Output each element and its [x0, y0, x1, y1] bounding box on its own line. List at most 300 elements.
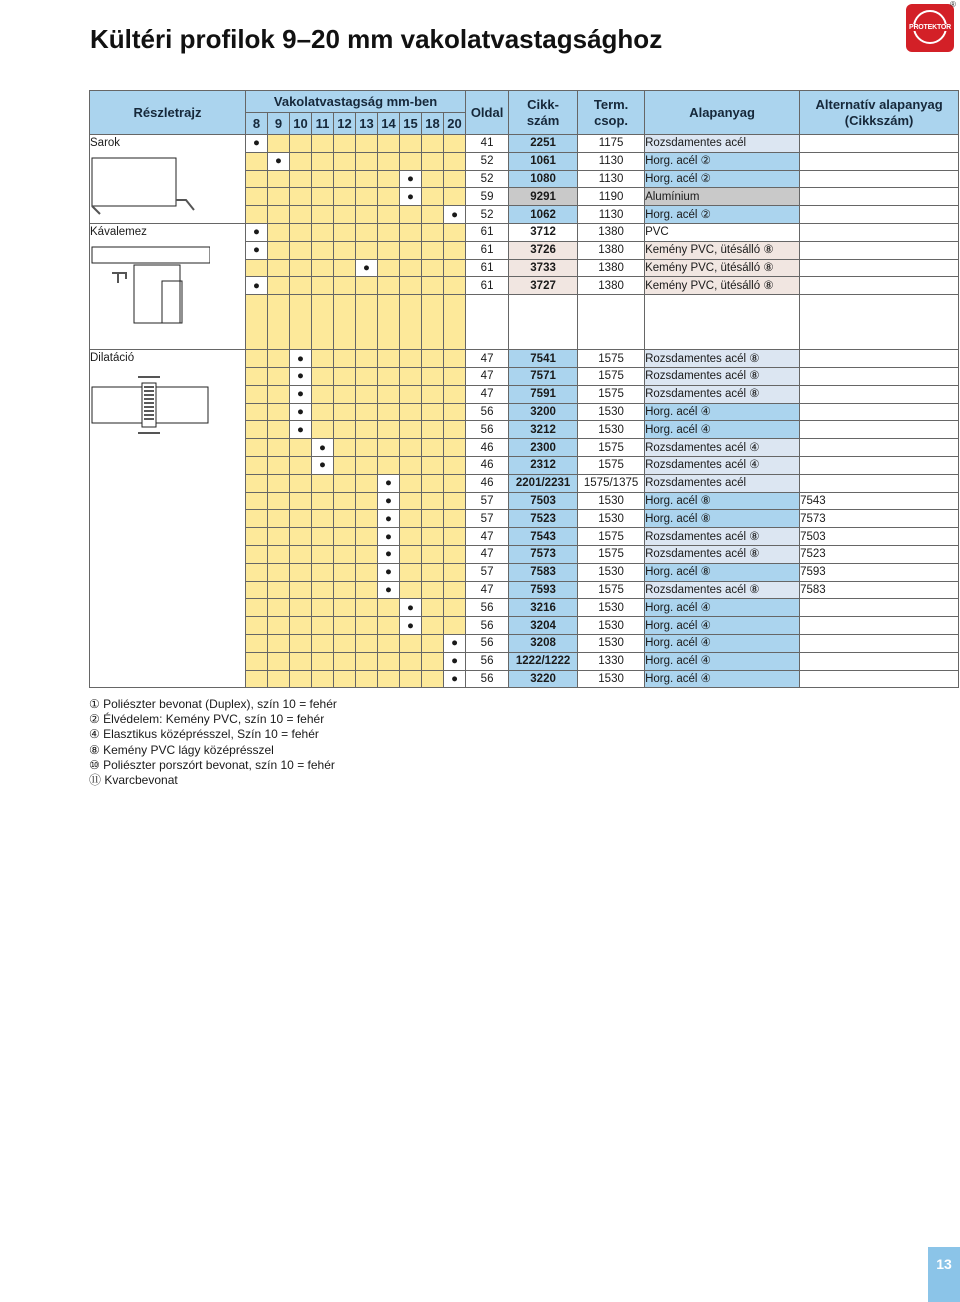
mm-cell	[268, 259, 290, 277]
dot-marker: ●	[378, 563, 400, 581]
mm-cell	[444, 474, 466, 492]
term-cell: 1130	[578, 152, 645, 170]
alternativ-cell	[800, 403, 959, 421]
dot-marker: ●	[312, 439, 334, 457]
term-cell: 1530	[578, 421, 645, 439]
mm-cell	[290, 223, 312, 241]
spacer-mm-cell	[400, 295, 422, 350]
mm-cell	[444, 581, 466, 599]
mm-cell	[400, 241, 422, 259]
mm-cell	[356, 277, 378, 295]
footnotes	[89, 697, 337, 788]
cikkszam-cell: 2201/2231	[509, 474, 578, 492]
logo-text: PROTEKTOR	[906, 24, 954, 31]
alternativ-cell	[800, 439, 959, 457]
mm-cell	[378, 206, 400, 224]
dot-marker: ●	[246, 277, 268, 295]
oldal-cell: 46	[466, 456, 509, 474]
cikkszam-cell: 7523	[509, 510, 578, 528]
mm-cell	[400, 474, 422, 492]
mm-cell	[444, 135, 466, 153]
header-vakolat: Vakolatvastagság mm-ben	[246, 91, 466, 113]
mm-cell	[422, 528, 444, 546]
mm-cell	[422, 492, 444, 510]
mm-cell	[378, 421, 400, 439]
mm-cell	[356, 563, 378, 581]
mm-cell	[312, 188, 334, 206]
mm-cell	[334, 241, 356, 259]
mm-cell	[444, 152, 466, 170]
mm-cell	[334, 670, 356, 688]
oldal-cell: 47	[466, 350, 509, 368]
dot-marker: ●	[400, 617, 422, 635]
dilatacio-illustration	[90, 371, 210, 441]
cikkszam-cell: 3200	[509, 403, 578, 421]
mm-cell	[268, 206, 290, 224]
mm-cell	[312, 510, 334, 528]
footnote-item: ⑧ Kemény PVC lágy középrésszel	[89, 742, 274, 757]
mm-cell	[378, 617, 400, 635]
mm-cell	[422, 474, 444, 492]
header-alt-line2: (Cikkszám)	[844, 112, 914, 128]
mm-cell	[246, 350, 268, 368]
mm-cell	[356, 367, 378, 385]
mm-cell	[290, 634, 312, 652]
mm-cell	[290, 259, 312, 277]
alapanyag-cell: Rozsdamentes acél ⑧	[645, 350, 800, 368]
mm-cell	[334, 634, 356, 652]
mm-cell	[356, 634, 378, 652]
spacer-mm-cell	[444, 295, 466, 350]
mm-cell	[312, 350, 334, 368]
alapanyag-cell: Horg. acél ④	[645, 652, 800, 670]
mm-cell	[290, 277, 312, 295]
mm-cell	[378, 670, 400, 688]
mm-cell	[312, 259, 334, 277]
mm-cell	[444, 170, 466, 188]
term-cell: 1530	[578, 617, 645, 635]
mm-cell	[312, 421, 334, 439]
mm-cell	[356, 403, 378, 421]
section-label-kavalemez: Kávalemez	[90, 225, 147, 238]
mm-cell	[356, 510, 378, 528]
oldal-cell: 41	[466, 135, 509, 153]
cikkszam-cell: 7573	[509, 545, 578, 563]
term-cell: 1530	[578, 510, 645, 528]
term-cell: 1530	[578, 599, 645, 617]
oldal-cell: 46	[466, 439, 509, 457]
mm-cell	[356, 599, 378, 617]
mm-cell	[290, 492, 312, 510]
mm-cell	[312, 652, 334, 670]
alapanyag-cell: Rozsdamentes acél ⑧	[645, 367, 800, 385]
dot-marker: ●	[378, 581, 400, 599]
dot-marker: ●	[268, 152, 290, 170]
mm-cell	[246, 439, 268, 457]
mm-cell	[290, 241, 312, 259]
mm-cell	[444, 385, 466, 403]
alternativ-cell	[800, 474, 959, 492]
term-cell: 1380	[578, 259, 645, 277]
header-mm-9: 18	[422, 113, 444, 135]
mm-cell	[378, 135, 400, 153]
spacer-cell	[466, 295, 509, 350]
term-cell: 1190	[578, 188, 645, 206]
mm-cell	[290, 581, 312, 599]
mm-cell	[378, 367, 400, 385]
term-cell: 1530	[578, 634, 645, 652]
mm-cell	[444, 277, 466, 295]
mm-cell	[312, 385, 334, 403]
header-mm-6: 13	[356, 113, 378, 135]
mm-cell	[334, 545, 356, 563]
section-kavalemez	[90, 223, 246, 349]
mm-cell	[312, 241, 334, 259]
mm-cell	[356, 670, 378, 688]
mm-cell	[444, 599, 466, 617]
spacer-mm-cell	[290, 295, 312, 350]
mm-cell	[246, 421, 268, 439]
mm-cell	[356, 188, 378, 206]
alternativ-cell	[800, 350, 959, 368]
term-cell: 1130	[578, 206, 645, 224]
mm-cell	[268, 634, 290, 652]
alapanyag-cell: Alumínium	[645, 188, 800, 206]
mm-cell	[312, 277, 334, 295]
mm-cell	[400, 403, 422, 421]
cikkszam-cell: 1080	[509, 170, 578, 188]
mm-cell	[268, 385, 290, 403]
mm-cell	[312, 492, 334, 510]
alternativ-cell: 7503	[800, 528, 959, 546]
term-cell: 1575/1375	[578, 474, 645, 492]
alapanyag-cell: Horg. acél ④	[645, 403, 800, 421]
mm-cell	[268, 421, 290, 439]
cikkszam-cell: 3208	[509, 634, 578, 652]
alapanyag-cell: Kemény PVC, ütésálló ⑧	[645, 259, 800, 277]
header-alternativ	[800, 91, 959, 135]
header-term-line1: Term.	[593, 96, 629, 112]
profile-table	[89, 90, 959, 688]
oldal-cell: 59	[466, 188, 509, 206]
mm-cell	[334, 528, 356, 546]
mm-cell	[334, 510, 356, 528]
page-title: Kültéri profilok 9–20 mm vakolatvastagsághoz	[90, 24, 663, 54]
dot-marker: ●	[246, 223, 268, 241]
mm-cell	[246, 206, 268, 224]
alapanyag-cell: Horg. acél ④	[645, 670, 800, 688]
alternativ-cell: 7573	[800, 510, 959, 528]
alapanyag-cell: Horg. acél ⑧	[645, 492, 800, 510]
dot-marker: ●	[400, 599, 422, 617]
mm-cell	[378, 634, 400, 652]
page-number: 13	[928, 1247, 960, 1302]
mm-cell	[246, 652, 268, 670]
alapanyag-cell: Rozsdamentes acél	[645, 135, 800, 153]
mm-cell	[378, 439, 400, 457]
mm-cell	[400, 634, 422, 652]
dot-marker: ●	[246, 135, 268, 153]
alapanyag-cell: Horg. acél ④	[645, 421, 800, 439]
header-reszletrajz: Részletrajz	[90, 91, 246, 135]
mm-cell	[290, 510, 312, 528]
mm-cell	[400, 652, 422, 670]
mm-cell	[334, 223, 356, 241]
mm-cell	[378, 652, 400, 670]
header-mm-7: 14	[378, 113, 400, 135]
mm-cell	[312, 545, 334, 563]
mm-cell	[378, 277, 400, 295]
registered-mark: ®	[950, 0, 956, 9]
mm-cell	[400, 670, 422, 688]
table-row	[90, 223, 959, 241]
alapanyag-cell: PVC	[645, 223, 800, 241]
mm-cell	[378, 350, 400, 368]
dot-marker: ●	[444, 652, 466, 670]
mm-cell	[290, 528, 312, 546]
oldal-cell: 52	[466, 152, 509, 170]
mm-cell	[378, 403, 400, 421]
mm-cell	[356, 170, 378, 188]
mm-cell	[246, 510, 268, 528]
mm-cell	[312, 170, 334, 188]
mm-cell	[246, 188, 268, 206]
alapanyag-cell: Kemény PVC, ütésálló ⑧	[645, 241, 800, 259]
mm-cell	[268, 652, 290, 670]
term-cell: 1575	[578, 439, 645, 457]
mm-cell	[400, 510, 422, 528]
mm-cell	[400, 492, 422, 510]
dot-marker: ●	[378, 510, 400, 528]
oldal-cell: 47	[466, 581, 509, 599]
mm-cell	[312, 670, 334, 688]
mm-cell	[268, 474, 290, 492]
header-oldal: Oldal	[466, 91, 509, 135]
mm-cell	[422, 367, 444, 385]
mm-cell	[268, 241, 290, 259]
spacer-cell	[800, 295, 959, 350]
cikkszam-cell: 7583	[509, 563, 578, 581]
mm-cell	[246, 581, 268, 599]
alternativ-cell	[800, 259, 959, 277]
mm-cell	[400, 223, 422, 241]
mm-cell	[356, 652, 378, 670]
alternativ-cell	[800, 367, 959, 385]
mm-cell	[268, 581, 290, 599]
mm-cell	[422, 241, 444, 259]
oldal-cell: 56	[466, 652, 509, 670]
mm-cell	[290, 599, 312, 617]
spacer-mm-cell	[268, 295, 290, 350]
section-sarok	[90, 135, 246, 224]
mm-cell	[312, 581, 334, 599]
mm-cell	[422, 563, 444, 581]
alapanyag-cell: Rozsdamentes acél ⑧	[645, 528, 800, 546]
mm-cell	[312, 152, 334, 170]
mm-cell	[268, 350, 290, 368]
cikkszam-cell: 3726	[509, 241, 578, 259]
mm-cell	[312, 206, 334, 224]
alapanyag-cell: Rozsdamentes acél ⑧	[645, 581, 800, 599]
dot-marker: ●	[378, 474, 400, 492]
mm-cell	[268, 545, 290, 563]
mm-cell	[400, 421, 422, 439]
mm-cell	[334, 259, 356, 277]
dot-marker: ●	[356, 259, 378, 277]
mm-cell	[334, 563, 356, 581]
mm-cell	[444, 510, 466, 528]
mm-cell	[400, 152, 422, 170]
alternativ-cell	[800, 206, 959, 224]
mm-cell	[334, 439, 356, 457]
alternativ-cell	[800, 652, 959, 670]
mm-cell	[356, 152, 378, 170]
mm-cell	[334, 652, 356, 670]
mm-cell	[334, 152, 356, 170]
cikkszam-cell: 1061	[509, 152, 578, 170]
mm-cell	[356, 135, 378, 153]
mm-cell	[334, 492, 356, 510]
dot-marker: ●	[378, 492, 400, 510]
mm-cell	[290, 152, 312, 170]
oldal-cell: 57	[466, 563, 509, 581]
term-cell: 1130	[578, 170, 645, 188]
oldal-cell: 56	[466, 421, 509, 439]
sarok-illustration	[90, 156, 196, 218]
mm-cell	[334, 206, 356, 224]
cikkszam-cell: 3220	[509, 670, 578, 688]
mm-cell	[246, 599, 268, 617]
mm-cell	[268, 599, 290, 617]
header-cikk-line2: szám	[526, 112, 560, 128]
mm-cell	[312, 474, 334, 492]
mm-cell	[356, 545, 378, 563]
mm-cell	[422, 545, 444, 563]
alternativ-cell	[800, 170, 959, 188]
footnote-item: ② Élvédelem: Kemény PVC, szín 10 = fehér	[89, 712, 325, 727]
mm-cell	[246, 474, 268, 492]
cikkszam-cell: 3733	[509, 259, 578, 277]
alternativ-cell	[800, 634, 959, 652]
mm-cell	[334, 367, 356, 385]
mm-cell	[356, 528, 378, 546]
mm-cell	[400, 581, 422, 599]
mm-cell	[422, 456, 444, 474]
cikkszam-cell: 3712	[509, 223, 578, 241]
mm-cell	[268, 563, 290, 581]
spacer-mm-cell	[334, 295, 356, 350]
mm-cell	[422, 188, 444, 206]
cikkszam-cell: 2251	[509, 135, 578, 153]
header-mm-3: 10	[290, 113, 312, 135]
cikkszam-cell: 7541	[509, 350, 578, 368]
mm-cell	[356, 223, 378, 241]
term-cell: 1575	[578, 456, 645, 474]
mm-cell	[334, 385, 356, 403]
spacer-mm-cell	[422, 295, 444, 350]
mm-cell	[422, 170, 444, 188]
mm-cell	[422, 617, 444, 635]
dot-marker: ●	[444, 670, 466, 688]
mm-cell	[444, 617, 466, 635]
dot-marker: ●	[312, 456, 334, 474]
oldal-cell: 61	[466, 241, 509, 259]
mm-cell	[246, 634, 268, 652]
mm-cell	[268, 223, 290, 241]
header-mm-1: 8	[246, 113, 268, 135]
alternativ-cell	[800, 277, 959, 295]
dot-marker: ●	[378, 528, 400, 546]
header-mm-2: 9	[268, 113, 290, 135]
mm-cell	[378, 456, 400, 474]
header-mm-8: 15	[400, 113, 422, 135]
mm-cell	[356, 350, 378, 368]
term-cell: 1575	[578, 385, 645, 403]
term-cell: 1530	[578, 563, 645, 581]
alternativ-cell	[800, 421, 959, 439]
mm-cell	[312, 223, 334, 241]
oldal-cell: 56	[466, 670, 509, 688]
dot-marker: ●	[290, 367, 312, 385]
mm-cell	[400, 563, 422, 581]
term-cell: 1575	[578, 545, 645, 563]
alapanyag-cell: Horg. acél ④	[645, 617, 800, 635]
mm-cell	[400, 439, 422, 457]
mm-cell	[356, 456, 378, 474]
mm-cell	[268, 528, 290, 546]
mm-cell	[356, 385, 378, 403]
alapanyag-cell: Horg. acél ⑧	[645, 510, 800, 528]
alternativ-cell	[800, 617, 959, 635]
mm-cell	[246, 152, 268, 170]
mm-cell	[444, 421, 466, 439]
mm-cell	[422, 223, 444, 241]
cikkszam-cell: 2300	[509, 439, 578, 457]
dot-marker: ●	[444, 634, 466, 652]
alapanyag-cell: Rozsdamentes acél ④	[645, 439, 800, 457]
mm-cell	[334, 474, 356, 492]
dot-marker: ●	[444, 206, 466, 224]
alapanyag-cell: Rozsdamentes acél ④	[645, 456, 800, 474]
mm-cell	[422, 403, 444, 421]
mm-cell	[400, 350, 422, 368]
mm-cell	[312, 599, 334, 617]
oldal-cell: 56	[466, 599, 509, 617]
spacer-mm-cell	[312, 295, 334, 350]
mm-cell	[334, 403, 356, 421]
mm-cell	[268, 188, 290, 206]
footnote-item: ⑩ Poliészter porszórt bevonat, szín 10 = fehér	[89, 757, 335, 772]
term-cell: 1380	[578, 277, 645, 295]
mm-cell	[268, 403, 290, 421]
dot-marker: ●	[400, 170, 422, 188]
mm-cell	[334, 135, 356, 153]
term-cell: 1530	[578, 670, 645, 688]
mm-cell	[268, 617, 290, 635]
spacer-cell	[509, 295, 578, 350]
mm-cell	[334, 581, 356, 599]
alternativ-cell	[800, 135, 959, 153]
mm-cell	[400, 135, 422, 153]
mm-cell	[290, 170, 312, 188]
mm-cell	[246, 670, 268, 688]
mm-cell	[290, 652, 312, 670]
term-cell: 1330	[578, 652, 645, 670]
header-alt-line1: Alternatív alapanyag	[815, 96, 943, 112]
alternativ-cell: 7543	[800, 492, 959, 510]
alapanyag-cell: Horg. acél ④	[645, 599, 800, 617]
cikkszam-cell: 3212	[509, 421, 578, 439]
